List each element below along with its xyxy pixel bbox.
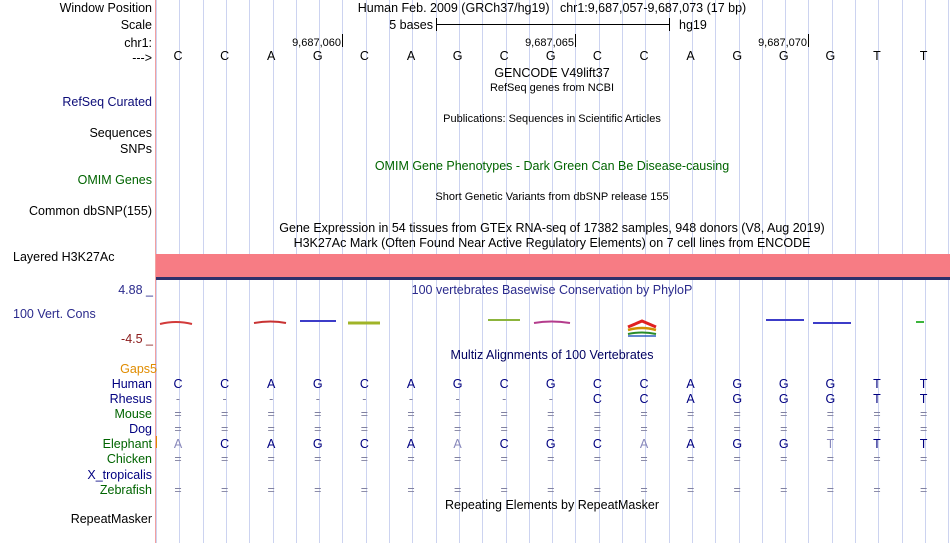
alignment-base: = xyxy=(220,483,229,497)
alignment-base: - xyxy=(269,392,274,406)
alignment-base: = xyxy=(873,483,881,497)
alignment-base: = xyxy=(826,452,835,466)
cons-logo-mark xyxy=(628,321,656,336)
assembly-position-text: Human Feb. 2009 (GRCh37/hg19) chr1:9,687,057-9,687,073 (17 bp) xyxy=(357,1,747,15)
alignment-base: = xyxy=(686,422,695,436)
alignment-base: = xyxy=(780,452,788,466)
alignment-base: C xyxy=(639,392,649,406)
omim-genes-label[interactable]: OMIM Genes xyxy=(77,173,152,187)
alignment-base: = xyxy=(360,483,369,497)
alignment-base: A xyxy=(267,437,276,451)
alignment-base: = xyxy=(873,452,881,466)
alignment-base: = xyxy=(873,407,881,421)
alignment-base: C xyxy=(173,377,183,391)
window-position-label: Window Position xyxy=(59,1,152,15)
coord-tick-3 xyxy=(808,34,809,47)
multiz-track-title[interactable]: Multiz Alignments of 100 Vertebrates xyxy=(450,348,654,362)
alignment-base: A xyxy=(686,437,695,451)
alignment-base: - xyxy=(222,392,227,406)
alignment-base: T xyxy=(873,437,881,451)
alignment-base: = xyxy=(640,407,648,421)
reference-base: T xyxy=(919,49,928,63)
alignment-base: G xyxy=(732,377,743,391)
alignment-base: A xyxy=(406,377,416,391)
alignment-base: - xyxy=(548,392,553,406)
alignment-base: T xyxy=(873,392,881,406)
alignment-base: A xyxy=(639,437,649,451)
alignment-base: = xyxy=(360,407,369,421)
alignment-base: A xyxy=(267,377,276,391)
alignment-base: G xyxy=(545,377,556,391)
alignment-base: = xyxy=(873,422,881,436)
alignment-base: G xyxy=(732,392,743,406)
alignment-base: = xyxy=(267,452,275,466)
alignment-base: = xyxy=(453,407,462,421)
reference-base: C xyxy=(359,49,369,63)
reference-base: C xyxy=(639,49,649,63)
alignment-base: - xyxy=(362,392,367,406)
alignment-base: = xyxy=(780,422,788,436)
species-label-human[interactable]: Human xyxy=(111,377,152,391)
alignment-base: T xyxy=(873,377,881,391)
alignment-base: = xyxy=(267,483,275,497)
alignment-base: = xyxy=(733,452,741,466)
alignment-base: = xyxy=(826,422,835,436)
species-label-dog[interactable]: Dog xyxy=(129,422,152,436)
alignment-base: - xyxy=(502,392,507,406)
alignment-base: = xyxy=(453,483,462,497)
reference-base: G xyxy=(825,49,836,63)
reference-base: A xyxy=(406,49,416,63)
h3k27ac-signal-band[interactable] xyxy=(156,254,950,277)
alignment-base: = xyxy=(826,407,835,421)
alignment-base: A xyxy=(406,437,416,451)
repeatmasker-track-title[interactable]: Repeating Elements by RepeatMasker xyxy=(444,498,660,512)
alignment-base: A xyxy=(686,392,695,406)
reference-base: G xyxy=(312,49,323,63)
alignment-base: T xyxy=(919,392,928,406)
species-label-mouse[interactable]: Mouse xyxy=(114,407,152,421)
phylop-mark-1 xyxy=(160,322,192,324)
alignment-base: = xyxy=(453,452,462,466)
strand-arrow-label: ---> xyxy=(132,51,152,65)
reference-base: G xyxy=(732,49,743,63)
alignment-base: C xyxy=(220,437,230,451)
alignment-base: = xyxy=(593,407,602,421)
reference-base: C xyxy=(220,49,230,63)
refseq-curated-label[interactable]: RefSeq Curated xyxy=(62,95,152,109)
coord-label-3: 9,687,070 xyxy=(758,37,807,49)
alignment-base: = xyxy=(174,407,182,421)
reference-base: C xyxy=(499,49,509,63)
alignment-base: C xyxy=(220,377,230,391)
alignment-base: = xyxy=(174,483,182,497)
alignment-base: = xyxy=(733,422,741,436)
alignment-base: = xyxy=(547,452,555,466)
alignment-base: C xyxy=(639,377,649,391)
reference-base: G xyxy=(545,49,556,63)
alignment-base: = xyxy=(826,483,835,497)
reference-base: C xyxy=(173,49,183,63)
reference-base: A xyxy=(686,49,695,63)
species-label-rhesus[interactable]: Rhesus xyxy=(109,392,152,406)
reference-base: C xyxy=(592,49,602,63)
alignment-base: = xyxy=(593,483,602,497)
alignment-base: = xyxy=(593,422,602,436)
alignment-base: = xyxy=(220,452,229,466)
alignment-base: = xyxy=(919,422,928,436)
alignment-base: = xyxy=(267,407,275,421)
coord-label-2: 9,687,065 xyxy=(525,37,574,49)
scale-bar xyxy=(436,24,669,25)
coord-tick-2 xyxy=(575,34,576,47)
reference-base: T xyxy=(873,49,881,63)
alignment-base: - xyxy=(315,392,320,406)
alignment-base: = xyxy=(220,407,229,421)
species-label-elephant[interactable]: Elephant xyxy=(102,437,152,451)
alignment-base: = xyxy=(500,407,508,421)
scale-bar-left-tick xyxy=(436,18,437,31)
alignment-base: = xyxy=(500,452,508,466)
alignment-base: = xyxy=(686,407,695,421)
species-label-chicken[interactable]: Chicken xyxy=(106,452,152,466)
alignment-base: = xyxy=(267,422,275,436)
reference-base: G xyxy=(778,49,789,63)
alignment-base: = xyxy=(500,483,508,497)
alignment-base: G xyxy=(825,392,836,406)
alignment-base: = xyxy=(407,483,415,497)
alignment-base: T xyxy=(919,377,928,391)
scale-db-text: hg19 xyxy=(679,18,707,32)
species-label-x_tropicalis[interactable]: X_tropicalis xyxy=(87,468,152,482)
scale-bar-right-tick xyxy=(669,18,670,31)
alignment-base: = xyxy=(640,422,648,436)
phylop-marks xyxy=(160,320,924,324)
alignment-base: G xyxy=(825,377,836,391)
alignment-base: = xyxy=(407,407,415,421)
phylop-min-label: -4.5 _ xyxy=(121,332,153,346)
phylop-mark-2 xyxy=(254,322,286,324)
alignment-base: = xyxy=(919,483,928,497)
alignment-base: = xyxy=(919,452,928,466)
alignment-base: = xyxy=(453,422,462,436)
alignment-base: C xyxy=(499,437,509,451)
vert-cons-label[interactable]: 100 Vert. Cons xyxy=(13,307,96,321)
alignment-base: = xyxy=(547,407,555,421)
alignment-base: C xyxy=(592,377,602,391)
common-dbsnp-label[interactable]: Common dbSNP(155) xyxy=(29,204,152,218)
alignment-base: = xyxy=(547,422,555,436)
alignment-base: C xyxy=(359,437,369,451)
scale-bases-text: 5 bases xyxy=(389,18,433,32)
h3k27ac-track-title[interactable]: H3K27Ac Mark (Often Found Near Active Regulatory Elements) on 7 cell lines from ENCODE xyxy=(293,236,811,250)
alignment-base: = xyxy=(314,407,322,421)
alignment-base: A xyxy=(686,377,695,391)
alignment-base: = xyxy=(640,483,648,497)
alignment-base: G xyxy=(778,437,789,451)
elephant-gap-marker xyxy=(156,436,157,448)
snps-label[interactable]: SNPs xyxy=(120,142,152,156)
phylop-mark-6 xyxy=(534,322,570,324)
alignment-base: A xyxy=(173,437,183,451)
alignment-base: C xyxy=(592,437,602,451)
alignment-base: = xyxy=(640,452,648,466)
alignment-base: = xyxy=(733,483,741,497)
alignment-base: C xyxy=(592,392,602,406)
alignment-base: T xyxy=(826,437,835,451)
gtex-track-title[interactable]: Gene Expression in 54 tissues from GTEx RNA-seq of 17382 samples, 948 donors (V8, Aug 2019) xyxy=(279,221,825,235)
alignment-base: = xyxy=(919,407,928,421)
alignment-base: = xyxy=(593,452,602,466)
alignment-base: G xyxy=(545,437,556,451)
alignment-base: A xyxy=(453,437,462,451)
gencode-track-title[interactable]: GENCODE V49lift37 xyxy=(494,66,610,80)
alignment-base: = xyxy=(314,422,322,436)
phylop-track-title[interactable]: 100 vertebrates Basewise Conservation by PhyloP xyxy=(411,283,693,297)
alignment-base: = xyxy=(174,422,182,436)
reference-base: A xyxy=(267,49,276,63)
alignment-base: = xyxy=(407,422,415,436)
sequences-label[interactable]: Sequences xyxy=(89,126,152,140)
chr-label: chr1: xyxy=(124,36,152,50)
dbsnp-track-title[interactable]: Short Genetic Variants from dbSNP release 155 xyxy=(435,191,669,203)
alignment-base: = xyxy=(360,422,369,436)
alignment-base: C xyxy=(359,377,369,391)
alignment-base: = xyxy=(686,452,695,466)
alignment-base: = xyxy=(500,422,508,436)
scale-label: Scale xyxy=(120,18,152,32)
alignment-base: = xyxy=(220,422,229,436)
coord-label-1: 9,687,060 xyxy=(292,37,341,49)
omim-track-title[interactable]: OMIM Gene Phenotypes - Dark Green Can Be Disease-causing xyxy=(374,159,730,173)
alignment-base: = xyxy=(780,483,788,497)
alignment-base: G xyxy=(312,377,323,391)
species-label-zebrafish[interactable]: Zebrafish xyxy=(99,483,152,497)
phylop-max-label: 4.88 _ xyxy=(118,283,153,297)
repeatmasker-label[interactable]: RepeatMasker xyxy=(70,512,152,526)
alignment-base: G xyxy=(778,392,789,406)
conservation-track-graph[interactable] xyxy=(156,310,950,340)
reference-base: G xyxy=(452,49,463,63)
alignment-base: C xyxy=(499,377,509,391)
alignment-base: G xyxy=(452,377,463,391)
alignment-base: = xyxy=(314,483,322,497)
alignment-base: G xyxy=(778,377,789,391)
gaps-label[interactable]: Gaps5 xyxy=(120,362,157,376)
alignment-base: - xyxy=(175,392,181,406)
alignment-base: = xyxy=(360,452,369,466)
alignment-base: = xyxy=(686,483,695,497)
alignment-base: G xyxy=(732,437,743,451)
alignment-base: - xyxy=(408,392,414,406)
publications-track-title[interactable]: Publications: Sequences in Scientific Articles xyxy=(443,113,661,125)
h3k27ac-signal-baseline xyxy=(156,277,950,280)
alignment-base: = xyxy=(733,407,741,421)
alignment-base: G xyxy=(312,437,323,451)
refseq-track-subtitle[interactable]: RefSeq genes from NCBI xyxy=(489,82,615,94)
layered-h3k27ac-label[interactable]: Layered H3K27Ac xyxy=(13,250,115,264)
coord-tick-1 xyxy=(342,34,343,47)
alignment-base: = xyxy=(314,452,322,466)
alignment-base: = xyxy=(547,483,555,497)
alignment-base: T xyxy=(919,437,928,451)
alignment-base: = xyxy=(407,452,415,466)
alignment-base: = xyxy=(780,407,788,421)
alignment-base: = xyxy=(174,452,182,466)
alignment-base: - xyxy=(455,392,460,406)
